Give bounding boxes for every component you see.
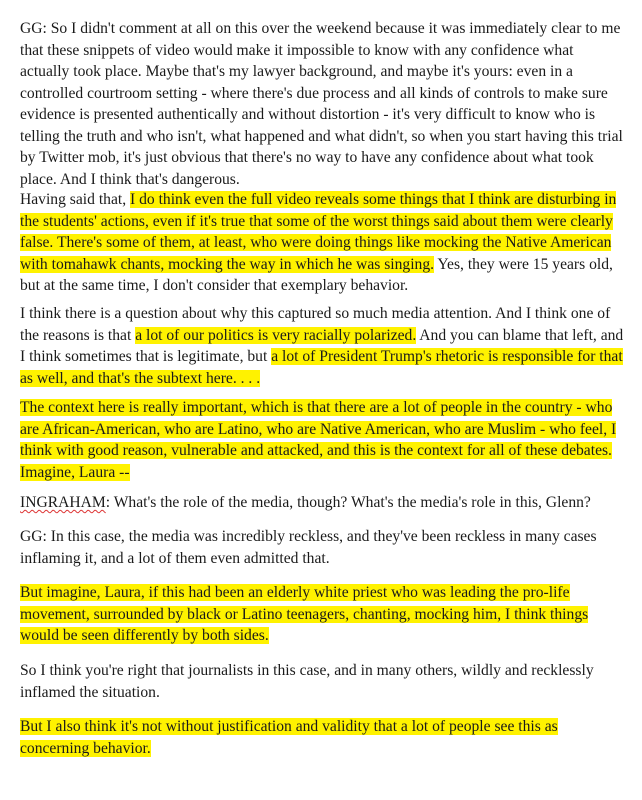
highlighted-text: The context here is really important, which is that there are a lot of people in the country - who are African-American, who are Latino, who are Native American, who are Muslim - who feel, I think with good reason, vulnerable and attacked, and this is the context for all of these debates. Imagine, Laura -- — [20, 399, 617, 481]
paragraph-imagine-laura — [20, 582, 624, 647]
paragraph-concerning-behavior — [20, 716, 624, 759]
paragraph-having-said-that — [20, 189, 624, 297]
paragraph-text: Yes, they were 15 years old, but at the same time, I don't consider that exemplary behavior. — [20, 255, 613, 294]
paragraph-journalists: So I think you're right that journalists in this case, and in many others, wildly and recklessly inflamed the situation. — [20, 662, 594, 701]
paragraph-text: And you can blame that left, and I think sometimes that is legitimate, but — [20, 326, 624, 365]
paragraph-ingraham-question — [20, 492, 624, 514]
paragraph-text: Having said that, — [20, 191, 131, 208]
paragraph-context — [20, 397, 624, 483]
highlighted-text: a lot of President Trump's rhetoric is responsible for that as well, and that's the subtext here. . . . — [20, 348, 623, 387]
highlighted-text: I do think even the full video reveals some things that I think are disturbing in the students' actions, even if it's true that some of the worst things said about them were clearly false. There's some of them, at least, who were doing things like mocking the Native American with tomahawk chants, mocking the way in which he was singing. — [20, 191, 617, 273]
paragraph-media-attention — [20, 303, 624, 389]
paragraph-text: I think there is a question about why this captured so much media attention. And I think one of the reasons is that — [20, 305, 611, 344]
speaker-name: INGRAHAM — [20, 494, 106, 511]
paragraph-greenwald-opening: GG: So I didn't comment at all on this over the weekend because it was immediately clear to me that these snippets of video would make it impossible to know with any confidence what actually took place. Maybe that's my lawyer background, and maybe it's yours: even in a controlled courtroom setting - where there's due process and all kinds of controls to make sure evidence is presented authentically and without distortion - it's very difficult to know who is telling the truth and who isn't, what happened and what didn't, so when you start having this trial by Twitter mob, it's just obvious that there's no way to have any confidence about what took place. And I think that's dangerous. — [20, 20, 623, 188]
highlighted-text: But imagine, Laura, if this had been an elderly white priest who was leading the pro-life movement, surrounded by black or Latino teenagers, chanting, mocking him, I think things would be seen differently by both sides. — [20, 584, 589, 644]
paragraph-media-reckless: GG: In this case, the media was incredibly reckless, and they've been reckless in many cases inflaming it, and a lot of them even admitted that. — [20, 528, 597, 567]
highlighted-text: But I also think it's not without justification and validity that a lot of people see this as concerning behavior. — [20, 718, 558, 757]
highlighted-text: a lot of our politics is very racially polarized. — [135, 326, 417, 344]
paragraph-text: : What's the role of the media, though? What's the media's role in this, Glenn? — [105, 494, 591, 511]
